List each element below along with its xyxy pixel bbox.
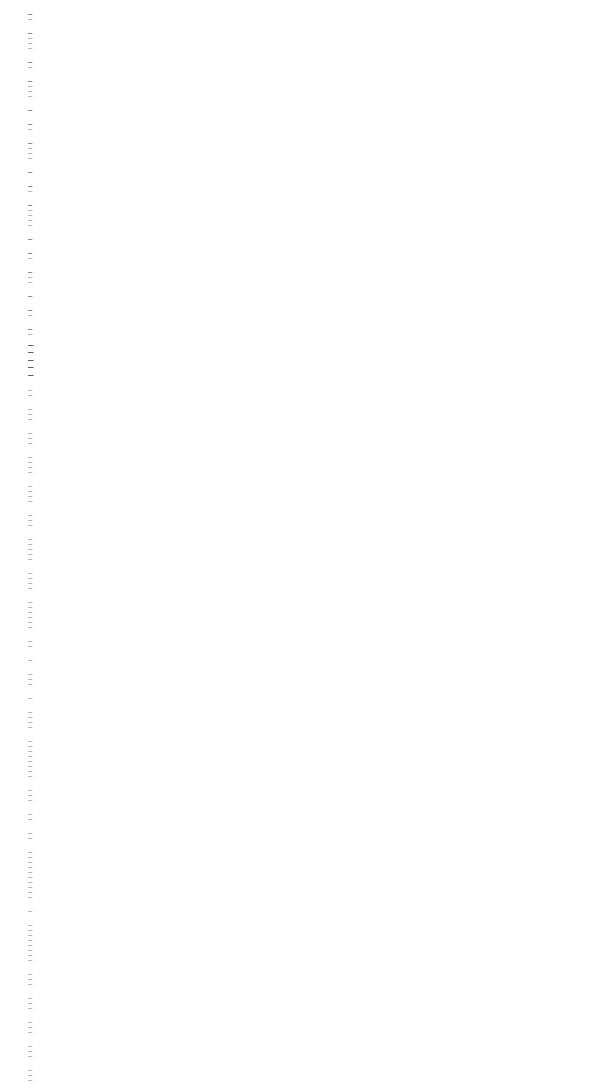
text-line: — [28, 522, 33, 528]
text-line: — [28, 681, 33, 687]
text-line: — [28, 599, 33, 605]
text-line: — [28, 748, 33, 754]
text-line: — [28, 464, 33, 470]
form-paragraph [28, 12, 158, 22]
text-line: — [28, 218, 33, 223]
text-line: — [28, 957, 33, 963]
text-line: — [28, 46, 33, 51]
text-line: — [28, 879, 33, 885]
text-line: — [28, 251, 33, 256]
text-line: — [28, 609, 33, 615]
body-paragraph [28, 812, 158, 822]
heading-line: — [28, 350, 34, 357]
text-line: — [28, 1043, 33, 1049]
form-paragraph [28, 237, 158, 242]
text-line: — [28, 488, 33, 494]
form-paragraph [28, 294, 158, 299]
text-line: — [28, 835, 33, 841]
body-paragraph [28, 455, 158, 475]
text-line: — [28, 671, 33, 677]
text-line: — [28, 676, 33, 682]
form-paragraph [28, 141, 158, 161]
text-line: — [28, 440, 33, 446]
text-line: — [28, 203, 33, 208]
text-line: — [28, 942, 33, 948]
text-line: — [28, 787, 33, 793]
text-line: — [28, 411, 33, 417]
form-paragraph [28, 108, 158, 113]
text-line: — [28, 416, 33, 422]
text-line: — [28, 927, 33, 933]
form-paragraph [28, 31, 158, 51]
body-paragraph [28, 788, 158, 803]
act-heading [28, 343, 158, 380]
heading-line: — [28, 357, 34, 364]
text-line: — [28, 170, 33, 175]
text-line: — [28, 773, 33, 779]
text-line: — [28, 392, 33, 398]
text-line: — [28, 280, 33, 285]
heading-line: — [28, 372, 34, 379]
form-paragraph [28, 60, 158, 70]
text-line: — [28, 327, 33, 332]
text-line: — [28, 141, 33, 146]
body-paragraph [28, 639, 158, 649]
text-line: — [28, 31, 33, 36]
text-line: — [28, 294, 33, 299]
text-line: — [28, 995, 33, 1001]
form-paragraph [28, 184, 158, 194]
text-line: — [28, 454, 33, 460]
body-paragraph [28, 484, 158, 504]
text-line: — [28, 406, 33, 412]
text-line: — [28, 1077, 33, 1083]
text-line: — [28, 604, 33, 610]
text-line: — [28, 151, 33, 156]
text-line: — [28, 869, 33, 875]
text-line: — [28, 127, 33, 132]
form-paragraph [28, 122, 158, 132]
text-line: — [28, 65, 33, 70]
text-line: — [28, 313, 33, 318]
text-line: — [28, 758, 33, 764]
form-paragraph [28, 308, 158, 318]
text-line: — [28, 624, 33, 630]
text-line: — [28, 122, 33, 127]
body-paragraph [28, 537, 158, 562]
text-line: — [28, 189, 33, 194]
text-line: — [28, 1053, 33, 1059]
body-paragraph [28, 672, 158, 687]
text-line: — [28, 614, 33, 620]
text-line: — [28, 332, 33, 337]
text-line: — [28, 435, 33, 441]
text-line: — [28, 714, 33, 720]
body-paragraph [28, 571, 158, 591]
text-line: — [28, 854, 33, 860]
text-line: — [28, 387, 33, 393]
form-paragraph [28, 170, 158, 175]
text-line: — [28, 146, 33, 151]
text-line: — [28, 585, 33, 591]
text-line: — [28, 1005, 33, 1011]
text-line: — [28, 797, 33, 803]
text-line: — [28, 184, 33, 189]
text-line: — [28, 763, 33, 769]
text-line: — [28, 551, 33, 557]
text-line: — [28, 459, 33, 465]
text-line: — [28, 84, 33, 89]
text-line: — [28, 256, 33, 261]
text-line: — [28, 79, 33, 84]
text-line: — [28, 830, 33, 836]
text-line: — [28, 884, 33, 890]
text-line: — [28, 874, 33, 880]
form-paragraph [28, 251, 158, 261]
heading-line: — [28, 365, 34, 372]
text-line: — [28, 36, 33, 41]
text-line: — [28, 108, 33, 113]
text-line: — [28, 894, 33, 900]
text-line: — [28, 12, 33, 17]
text-line: — [28, 430, 33, 436]
text-line: — [28, 1048, 33, 1054]
text-line: — [28, 792, 33, 798]
body-paragraph [28, 1020, 158, 1035]
text-line: — [28, 709, 33, 715]
text-line: — [28, 952, 33, 958]
text-line: — [28, 1067, 33, 1073]
text-line: — [28, 546, 33, 552]
body-paragraph [28, 850, 158, 900]
text-line: — [28, 976, 33, 982]
text-line: — [28, 724, 33, 730]
text-line: — [28, 556, 33, 562]
body-paragraph [28, 431, 158, 446]
text-line: — [28, 947, 33, 953]
text-line: — [28, 223, 33, 228]
text-line: — [28, 60, 33, 65]
text-line: — [28, 695, 33, 701]
text-line: — [28, 859, 33, 865]
body-paragraph [28, 996, 158, 1011]
text-line: — [28, 156, 33, 161]
body-paragraph [28, 909, 158, 914]
text-line: — [28, 275, 33, 280]
text-line: — [28, 657, 33, 663]
form-paragraph [28, 327, 158, 337]
body-paragraph [28, 710, 158, 730]
body-paragraph [28, 972, 158, 987]
text-line: — [28, 570, 33, 576]
text-line: — [28, 541, 33, 547]
text-line: — [28, 580, 33, 586]
text-line: — [28, 270, 33, 275]
body-paragraph [28, 696, 158, 701]
text-line: — [28, 922, 33, 928]
text-line: — [28, 971, 33, 977]
document-body [28, 12, 158, 1092]
body-paragraph [28, 739, 158, 779]
text-line: — [28, 208, 33, 213]
form-paragraph [28, 203, 158, 228]
text-line: — [28, 638, 33, 644]
text-line: — [28, 864, 33, 870]
text-line: — [28, 512, 33, 518]
text-line: — [28, 619, 33, 625]
text-line: — [28, 643, 33, 649]
text-line: — [28, 937, 33, 943]
body-paragraph [28, 407, 158, 422]
text-line: — [28, 237, 33, 242]
text-line: — [28, 811, 33, 817]
form-paragraph [28, 270, 158, 285]
text-line: — [28, 17, 33, 22]
heading-line: — [28, 343, 34, 349]
text-line: — [28, 213, 33, 218]
body-paragraph [28, 923, 158, 963]
text-line: — [28, 1072, 33, 1078]
body-paragraph [28, 600, 158, 630]
text-line: — [28, 849, 33, 855]
text-line: — [28, 536, 33, 542]
text-line: — [28, 743, 33, 749]
text-line: — [28, 483, 33, 489]
text-line: — [28, 908, 33, 914]
text-line: — [28, 1029, 33, 1035]
text-line: — [28, 94, 33, 99]
text-line: — [28, 932, 33, 938]
form-paragraph [28, 79, 158, 99]
text-line: — [28, 41, 33, 46]
text-line: — [28, 498, 33, 504]
body-paragraph [28, 513, 158, 528]
text-line: — [28, 493, 33, 499]
text-line: — [28, 768, 33, 774]
text-line: — [28, 1019, 33, 1025]
body-paragraph [28, 658, 158, 663]
text-line: — [28, 738, 33, 744]
text-line: — [28, 1024, 33, 1030]
body-paragraph [28, 1068, 158, 1083]
text-line: — [28, 816, 33, 822]
text-line: — [28, 719, 33, 725]
text-line: — [28, 1000, 33, 1006]
body-paragraph [28, 1044, 158, 1059]
text-line: — [28, 89, 33, 94]
body-paragraph [28, 388, 158, 398]
text-line: — [28, 981, 33, 987]
text-line: — [28, 308, 33, 313]
text-line: — [28, 889, 33, 895]
body-paragraph [28, 831, 158, 841]
text-line: — [28, 517, 33, 523]
text-line: — [28, 469, 33, 475]
text-line: — [28, 753, 33, 759]
text-line: — [28, 575, 33, 581]
